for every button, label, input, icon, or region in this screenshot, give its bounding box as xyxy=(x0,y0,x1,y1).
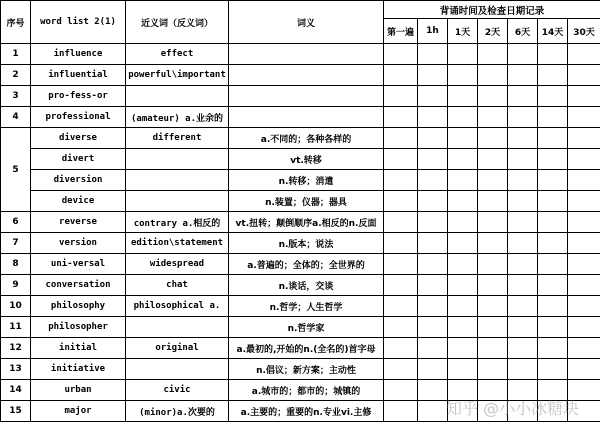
schedule-cell[interactable] xyxy=(508,212,538,233)
word-cell[interactable]: diversion xyxy=(31,170,126,191)
table-row xyxy=(1,296,600,317)
schedule-cell[interactable] xyxy=(568,65,600,86)
meaning-cell[interactable]: n.哲学；人生哲学 xyxy=(229,296,384,317)
meaning-cell[interactable]: n.哲学家 xyxy=(229,317,384,338)
word-cell[interactable]: initiative xyxy=(31,359,126,380)
word-cell[interactable]: influence xyxy=(31,44,126,65)
schedule-cell[interactable] xyxy=(448,317,478,338)
synonym-cell[interactable]: chat xyxy=(126,275,229,296)
schedule-cell[interactable] xyxy=(418,401,448,422)
header-interval: 6天 xyxy=(508,19,538,44)
synonym-cell[interactable]: powerful\important xyxy=(126,65,229,86)
schedule-cell[interactable] xyxy=(508,359,538,380)
schedule-cell[interactable] xyxy=(478,233,508,254)
schedule-cell[interactable] xyxy=(384,86,418,107)
schedule-cell[interactable] xyxy=(418,44,448,65)
schedule-cell[interactable] xyxy=(508,86,538,107)
synonym-cell[interactable] xyxy=(126,359,229,380)
table-row xyxy=(1,191,600,212)
schedule-cell[interactable] xyxy=(478,212,508,233)
header-meaning: 词义 xyxy=(229,1,384,44)
synonym-cell[interactable]: (amateur) a.业余的 xyxy=(126,107,229,128)
row-number[interactable]: 13 xyxy=(1,359,31,380)
meaning-cell[interactable] xyxy=(229,86,384,107)
table-row xyxy=(1,107,600,128)
meaning-cell[interactable] xyxy=(229,44,384,65)
table-row xyxy=(1,233,600,254)
synonym-cell[interactable]: effect xyxy=(126,44,229,65)
synonym-cell[interactable]: civic xyxy=(126,380,229,401)
header-interval: 1天 xyxy=(448,19,478,44)
schedule-cell[interactable] xyxy=(508,149,538,170)
schedule-cell[interactable] xyxy=(448,170,478,191)
synonym-cell[interactable] xyxy=(126,317,229,338)
schedule-cell[interactable] xyxy=(568,233,600,254)
schedule-cell[interactable] xyxy=(384,359,418,380)
schedule-cell[interactable] xyxy=(448,107,478,128)
synonym-cell[interactable] xyxy=(126,170,229,191)
schedule-cell[interactable] xyxy=(538,338,568,359)
schedule-cell[interactable] xyxy=(538,191,568,212)
meaning-cell[interactable]: a.普遍的；全体的；全世界的 xyxy=(229,254,384,275)
header-interval: 1h xyxy=(418,19,448,44)
schedule-cell[interactable] xyxy=(538,317,568,338)
schedule-cell[interactable] xyxy=(418,338,448,359)
schedule-cell[interactable] xyxy=(538,359,568,380)
header-interval: 14天 xyxy=(538,19,568,44)
meaning-cell[interactable]: n.倡议；新方案；主动性 xyxy=(229,359,384,380)
schedule-cell[interactable] xyxy=(538,44,568,65)
schedule-cell[interactable] xyxy=(418,65,448,86)
table-row xyxy=(1,149,600,170)
synonym-cell[interactable] xyxy=(126,191,229,212)
schedule-cell[interactable] xyxy=(568,107,600,128)
schedule-cell[interactable] xyxy=(568,170,600,191)
schedule-cell[interactable] xyxy=(448,44,478,65)
schedule-cell[interactable] xyxy=(448,359,478,380)
row-number[interactable]: 10 xyxy=(1,296,31,317)
table-row xyxy=(1,254,600,275)
word-cell[interactable]: philosopher xyxy=(31,317,126,338)
row-number[interactable]: 3 xyxy=(1,86,31,107)
table-row xyxy=(1,44,600,65)
synonym-cell[interactable]: philosophical a. xyxy=(126,296,229,317)
schedule-cell[interactable] xyxy=(478,296,508,317)
synonym-cell[interactable]: edition\statement xyxy=(126,233,229,254)
header-schedule-title: 背诵时间及检查日期记录 xyxy=(384,1,600,19)
schedule-cell[interactable] xyxy=(538,170,568,191)
row-number[interactable]: 2 xyxy=(1,65,31,86)
row-number[interactable]: 4 xyxy=(1,107,31,128)
schedule-cell[interactable] xyxy=(508,254,538,275)
table-row xyxy=(1,86,600,107)
schedule-cell[interactable] xyxy=(418,317,448,338)
schedule-cell[interactable] xyxy=(478,44,508,65)
meaning-cell[interactable] xyxy=(229,107,384,128)
schedule-cell[interactable] xyxy=(384,212,418,233)
schedule-cell[interactable] xyxy=(418,212,448,233)
schedule-cell[interactable] xyxy=(418,128,448,149)
header-interval: 2天 xyxy=(478,19,508,44)
schedule-cell[interactable] xyxy=(448,65,478,86)
schedule-cell[interactable] xyxy=(478,86,508,107)
synonym-cell[interactable]: contrary a.相反的 xyxy=(126,212,229,233)
schedule-cell[interactable] xyxy=(568,86,600,107)
schedule-cell[interactable] xyxy=(384,44,418,65)
schedule-cell[interactable] xyxy=(568,212,600,233)
schedule-cell[interactable] xyxy=(508,44,538,65)
meaning-cell[interactable]: n.版本；说法 xyxy=(229,233,384,254)
table-row xyxy=(1,275,600,296)
schedule-cell[interactable] xyxy=(478,275,508,296)
schedule-cell[interactable] xyxy=(448,128,478,149)
schedule-cell[interactable] xyxy=(478,317,508,338)
table-row xyxy=(1,65,600,86)
schedule-cell[interactable] xyxy=(418,149,448,170)
schedule-cell[interactable] xyxy=(418,359,448,380)
meaning-cell[interactable] xyxy=(229,65,384,86)
schedule-cell[interactable] xyxy=(508,107,538,128)
table-row xyxy=(1,338,600,359)
schedule-cell[interactable] xyxy=(478,107,508,128)
meaning-cell[interactable]: n.转移；消遣 xyxy=(229,170,384,191)
schedule-cell[interactable] xyxy=(568,191,600,212)
word-cell[interactable]: major xyxy=(31,401,126,422)
schedule-cell[interactable] xyxy=(478,254,508,275)
row-number[interactable]: 14 xyxy=(1,380,31,401)
schedule-cell[interactable] xyxy=(418,170,448,191)
schedule-cell[interactable] xyxy=(384,254,418,275)
schedule-cell[interactable] xyxy=(538,65,568,86)
schedule-cell[interactable] xyxy=(478,359,508,380)
table-body xyxy=(1,44,600,422)
schedule-cell[interactable] xyxy=(538,128,568,149)
synonym-cell[interactable]: original xyxy=(126,338,229,359)
schedule-cell[interactable] xyxy=(508,191,538,212)
schedule-cell[interactable] xyxy=(384,296,418,317)
schedule-cell[interactable] xyxy=(418,107,448,128)
header-no: 序号 xyxy=(1,1,31,44)
schedule-cell[interactable] xyxy=(418,254,448,275)
schedule-cell[interactable] xyxy=(538,233,568,254)
schedule-cell[interactable] xyxy=(448,233,478,254)
schedule-cell[interactable] xyxy=(384,401,418,422)
synonym-cell[interactable]: different xyxy=(126,128,229,149)
schedule-cell[interactable] xyxy=(568,44,600,65)
schedule-cell[interactable] xyxy=(448,86,478,107)
meaning-cell[interactable]: n.谈话，交谈 xyxy=(229,275,384,296)
row-number[interactable]: 6 xyxy=(1,212,31,233)
schedule-cell[interactable] xyxy=(508,128,538,149)
schedule-cell[interactable] xyxy=(508,275,538,296)
meaning-cell[interactable]: a.最初的,开始的n.(全名的)首字母 xyxy=(229,338,384,359)
word-cell[interactable]: version xyxy=(31,233,126,254)
meaning-cell[interactable]: vt.扭转；颠倒顺序a.相反的n.反面 xyxy=(229,212,384,233)
row-number[interactable]: 12 xyxy=(1,338,31,359)
synonym-cell[interactable]: widespread xyxy=(126,254,229,275)
schedule-cell[interactable] xyxy=(568,254,600,275)
schedule-cell[interactable] xyxy=(384,191,418,212)
schedule-cell[interactable] xyxy=(384,149,418,170)
schedule-cell[interactable] xyxy=(384,275,418,296)
schedule-cell[interactable] xyxy=(568,128,600,149)
schedule-cell[interactable] xyxy=(448,338,478,359)
schedule-cell[interactable] xyxy=(568,275,600,296)
schedule-cell[interactable] xyxy=(538,275,568,296)
row-number[interactable]: 15 xyxy=(1,401,31,422)
table-row xyxy=(1,212,600,233)
schedule-cell[interactable] xyxy=(538,149,568,170)
header-interval: 第一遍 xyxy=(384,19,418,44)
schedule-cell[interactable] xyxy=(448,296,478,317)
schedule-cell[interactable] xyxy=(448,149,478,170)
schedule-cell[interactable] xyxy=(538,254,568,275)
word-cell[interactable]: reverse xyxy=(31,212,126,233)
table-row xyxy=(1,359,600,380)
table-row xyxy=(1,128,600,149)
row-number[interactable]: 11 xyxy=(1,317,31,338)
schedule-cell[interactable] xyxy=(418,380,448,401)
schedule-cell[interactable] xyxy=(384,338,418,359)
synonym-cell[interactable]: (minor)a.次要的 xyxy=(126,401,229,422)
row-number[interactable]: 7 xyxy=(1,233,31,254)
schedule-cell[interactable] xyxy=(384,233,418,254)
meaning-cell[interactable]: a.主要的；重要的n.专业vi.主修 xyxy=(229,401,384,422)
schedule-cell[interactable] xyxy=(384,65,418,86)
schedule-cell[interactable] xyxy=(448,275,478,296)
word-cell[interactable]: pro-fess-or xyxy=(31,86,126,107)
schedule-cell[interactable] xyxy=(508,65,538,86)
word-cell[interactable]: conversation xyxy=(31,275,126,296)
table-row xyxy=(1,170,600,191)
word-cell[interactable]: philosophy xyxy=(31,296,126,317)
schedule-cell[interactable] xyxy=(384,170,418,191)
synonym-cell[interactable] xyxy=(126,86,229,107)
schedule-cell[interactable] xyxy=(568,338,600,359)
meaning-cell[interactable]: a.城市的；都市的；城镇的 xyxy=(229,380,384,401)
word-cell[interactable]: divert xyxy=(31,149,126,170)
schedule-cell[interactable] xyxy=(418,275,448,296)
schedule-cell[interactable] xyxy=(478,338,508,359)
schedule-cell[interactable] xyxy=(478,149,508,170)
schedule-cell[interactable] xyxy=(508,317,538,338)
word-cell[interactable]: device xyxy=(31,191,126,212)
schedule-cell[interactable] xyxy=(508,170,538,191)
header-synonym: 近义词（反义词） xyxy=(126,1,229,44)
table-row xyxy=(1,317,600,338)
schedule-cell[interactable] xyxy=(568,317,600,338)
schedule-cell[interactable] xyxy=(448,212,478,233)
schedule-cell[interactable] xyxy=(418,86,448,107)
row-number[interactable]: 9 xyxy=(1,275,31,296)
schedule-cell[interactable] xyxy=(384,380,418,401)
schedule-cell[interactable] xyxy=(448,191,478,212)
schedule-cell[interactable] xyxy=(478,191,508,212)
header-word-list: word list 2(1) xyxy=(31,1,126,44)
header-interval: 30天 xyxy=(568,19,600,44)
word-cell[interactable]: uni-versal xyxy=(31,254,126,275)
schedule-cell[interactable] xyxy=(538,296,568,317)
row-number[interactable]: 5 xyxy=(1,128,31,212)
watermark: 知乎 @小小冰糖块 xyxy=(446,399,580,418)
schedule-cell[interactable] xyxy=(508,233,538,254)
schedule-cell[interactable] xyxy=(418,233,448,254)
schedule-cell[interactable] xyxy=(538,86,568,107)
word-cell[interactable]: urban xyxy=(31,380,126,401)
schedule-cell[interactable] xyxy=(384,317,418,338)
schedule-cell[interactable] xyxy=(418,296,448,317)
schedule-cell[interactable] xyxy=(478,128,508,149)
schedule-cell[interactable] xyxy=(418,191,448,212)
row-number[interactable]: 1 xyxy=(1,44,31,65)
row-number[interactable]: 8 xyxy=(1,254,31,275)
meaning-cell[interactable]: vt.转移 xyxy=(229,149,384,170)
schedule-cell[interactable] xyxy=(568,149,600,170)
schedule-cell[interactable] xyxy=(568,296,600,317)
meaning-cell[interactable]: n.装置；仪器；器具 xyxy=(229,191,384,212)
meaning-cell[interactable]: a.不同的；各种各样的 xyxy=(229,128,384,149)
word-cell[interactable]: professional xyxy=(31,107,126,128)
word-cell[interactable]: diverse xyxy=(31,128,126,149)
schedule-cell[interactable] xyxy=(508,338,538,359)
schedule-cell[interactable] xyxy=(568,359,600,380)
schedule-cell[interactable] xyxy=(538,212,568,233)
word-cell[interactable]: initial xyxy=(31,338,126,359)
schedule-cell[interactable] xyxy=(508,296,538,317)
word-cell[interactable]: influential xyxy=(31,65,126,86)
synonym-cell[interactable] xyxy=(126,149,229,170)
schedule-cell[interactable] xyxy=(478,65,508,86)
schedule-cell[interactable] xyxy=(538,107,568,128)
schedule-cell[interactable] xyxy=(478,170,508,191)
schedule-cell[interactable] xyxy=(448,254,478,275)
schedule-cell[interactable] xyxy=(384,107,418,128)
schedule-cell[interactable] xyxy=(384,128,418,149)
